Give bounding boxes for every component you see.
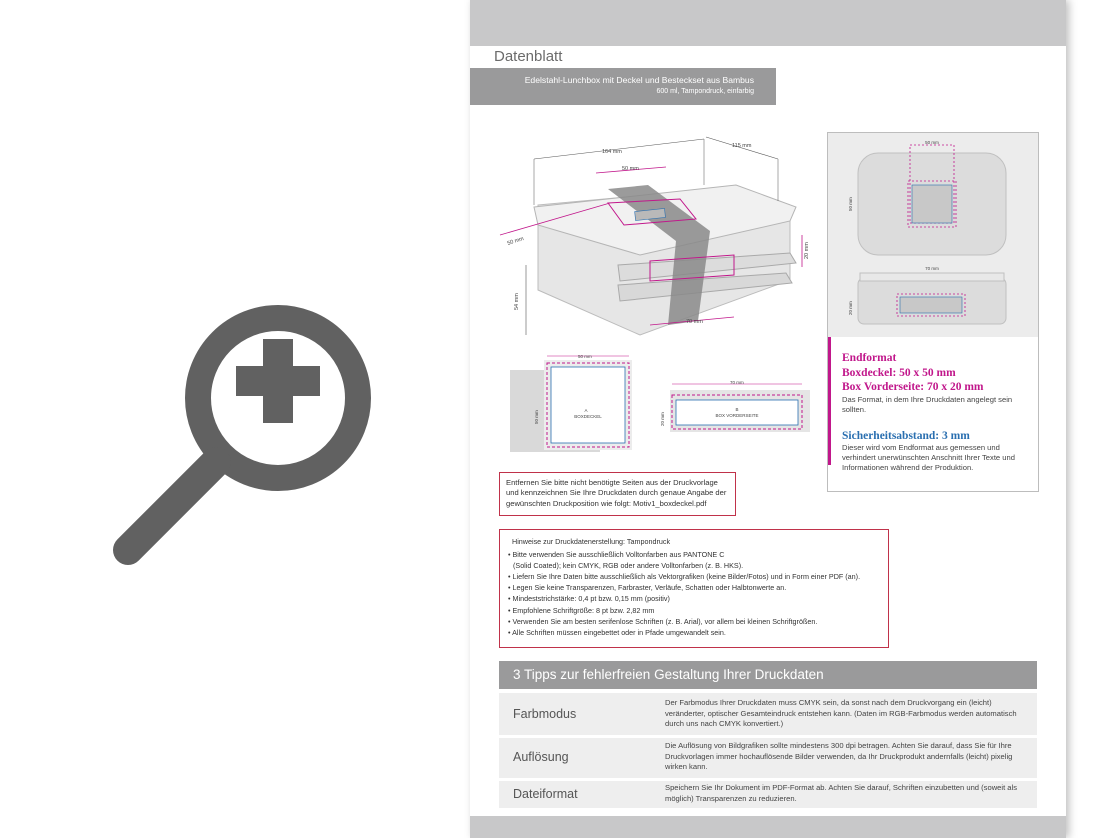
endformat-heading: Endformat (842, 352, 897, 364)
hint-item: • Verwenden Sie am besten serifenlose Schriften (z. B. Arial), vor allem bei kleinen Schriftgrößen. (508, 616, 818, 626)
tip-label: Dateiformat (513, 787, 578, 801)
dim-depth-label: 115 mm (732, 143, 752, 149)
print-templates (510, 350, 810, 460)
hint-item: • Empfohlene Schriftgröße: 8 pt bzw. 2,82 mm (508, 605, 655, 615)
tip-row-file-format (499, 781, 1037, 808)
safety-heading: Sicherheitsabstand: 3 mm (842, 430, 970, 442)
lid-template-dim-side: 50 mm (534, 410, 539, 424)
hint-item: • Mindeststrichstärke: 0,4 pt bzw. 0,15 mm (positiv) (508, 594, 670, 604)
front-template-dim-side: 20 mm (660, 412, 665, 426)
preview-front-dim-side: 20 mm (848, 301, 853, 315)
dim-side-left-label: 50 mm (506, 236, 525, 247)
safety-text: Dieser wird vom Endformat aus gemessen und verhindert unerwünschten Anschnitt Ihrer Texte und Informationen während der Produktion. (842, 443, 1015, 472)
preview-lid-dim-top: 50 mm (925, 140, 939, 145)
hint-item: • Liefern Sie Ihre Daten bitte ausschließlich als Vektorgrafiken (keine Bilder/Fotos) und in Form einer PDF (an). (508, 572, 861, 582)
product-specs: 600 ml, Tampondruck, einfarbig (656, 88, 754, 95)
tip-text: Speichern Sie Ihr Dokument im PDF-Format ab. Achten Sie darauf, Schriften einzubetten und (soweit als möglich) Transparenzen zu reduzieren. (665, 783, 1018, 803)
lid-template (510, 354, 632, 452)
dim-height-label: 54 mm (514, 293, 520, 310)
header-band (470, 0, 1066, 46)
front-template (660, 380, 810, 432)
zoom-in-icon[interactable] (108, 286, 398, 576)
tip-row-resolution (499, 738, 1037, 778)
tip-text: Die Auflösung von Bildgrafiken sollte mindestens 300 dpi betragen. Achten Sie darauf, dass Sie für Ihre Druckvorlagen immer hochauflösende Bilder verwenden, da Ihr Druckprodukt andernfalls (leicht) pixelig wirken kann. (665, 741, 1013, 772)
preview-front-dim-top: 70 mm (925, 266, 939, 271)
preview-area (828, 133, 1038, 337)
remove-pages-note: Entfernen Sie bitte nicht benötigte Seiten aus der Druckvorlage und kennzeichnen Sie Ihre Druckdaten durch genaue Angabe der gewünschten Druckposition wie folgt: Motiv1_boxdeckel.pdf (499, 472, 736, 516)
lid-template-number: A (584, 408, 588, 413)
datasheet-page (470, 0, 1066, 838)
tip-row-color-mode (499, 693, 1037, 735)
endformat-accent-bar (828, 337, 831, 465)
tip-text: Der Farbmodus Ihrer Druckdaten muss CMYK sein, da sonst nach dem Druckvorgang ein (leicht) veränderter, optischer Gesamteindruck entstehen kann. (Daten im RGB-Farbmodus werden automatisch durch uns nach CMYK konvertiert.) (665, 698, 1017, 729)
page-title: Datenblatt (486, 46, 590, 68)
hint-item: • Legen Sie keine Transparenzen, Farbraster, Verläufe, Schatten oder Halbtonwerte an. (508, 583, 787, 593)
product-name: Edelstahl-Lunchbox mit Deckel und Besteckset aus Bambus (524, 75, 754, 85)
lid-template-label: BOXDECKEL (574, 414, 602, 419)
dim-lid-print-label: 50 mm (622, 166, 639, 172)
front-template-number: B (735, 407, 739, 412)
dim-length-label: 164 mm (602, 149, 622, 155)
lid-template-dim-top: 50 mm (578, 354, 592, 359)
hint-item: • Bitte verwenden Sie ausschließlich Volltonfarben aus PANTONE C (508, 550, 725, 560)
product-subtitle-bar (470, 68, 776, 105)
product-drawing (490, 125, 820, 355)
tip-label: Farbmodus (513, 707, 577, 721)
front-template-label: BOX VORDERSEITE (715, 413, 759, 418)
lid-format: Boxdeckel: 50 x 50 mm (842, 367, 956, 379)
endformat-text: Das Format, in dem Ihre Druckdaten angelegt sein sollten. (842, 395, 1013, 414)
print-hints-box (499, 529, 889, 648)
front-format: Box Vorderseite: 70 x 20 mm (842, 381, 984, 393)
hint-item: • Alle Schriften müssen eingebettet oder in Pfade umgewandelt sein. (508, 627, 726, 637)
footer-band (470, 816, 1066, 838)
format-panel (827, 132, 1039, 492)
front-template-dim-top: 70 mm (730, 380, 744, 385)
box-preview (828, 133, 1038, 337)
preview-lid-dim-side: 50 mm (848, 197, 853, 211)
hint-item: (Solid Coated); kein CMYK, RGB oder andere Volltonfarben (z. B. HKS). (513, 561, 744, 571)
print-hints-heading: Hinweise zur Druckdatenerstellung: Tampondruck (512, 537, 671, 546)
dim-front-height-label: 20 mm (804, 242, 810, 259)
dim-front-width-label: 70 mm (686, 319, 703, 325)
tip-label: Auflösung (513, 750, 569, 764)
tips-heading-bar: 3 Tipps zur fehlerfreien Gestaltung Ihrer Druckdaten (499, 661, 1037, 689)
